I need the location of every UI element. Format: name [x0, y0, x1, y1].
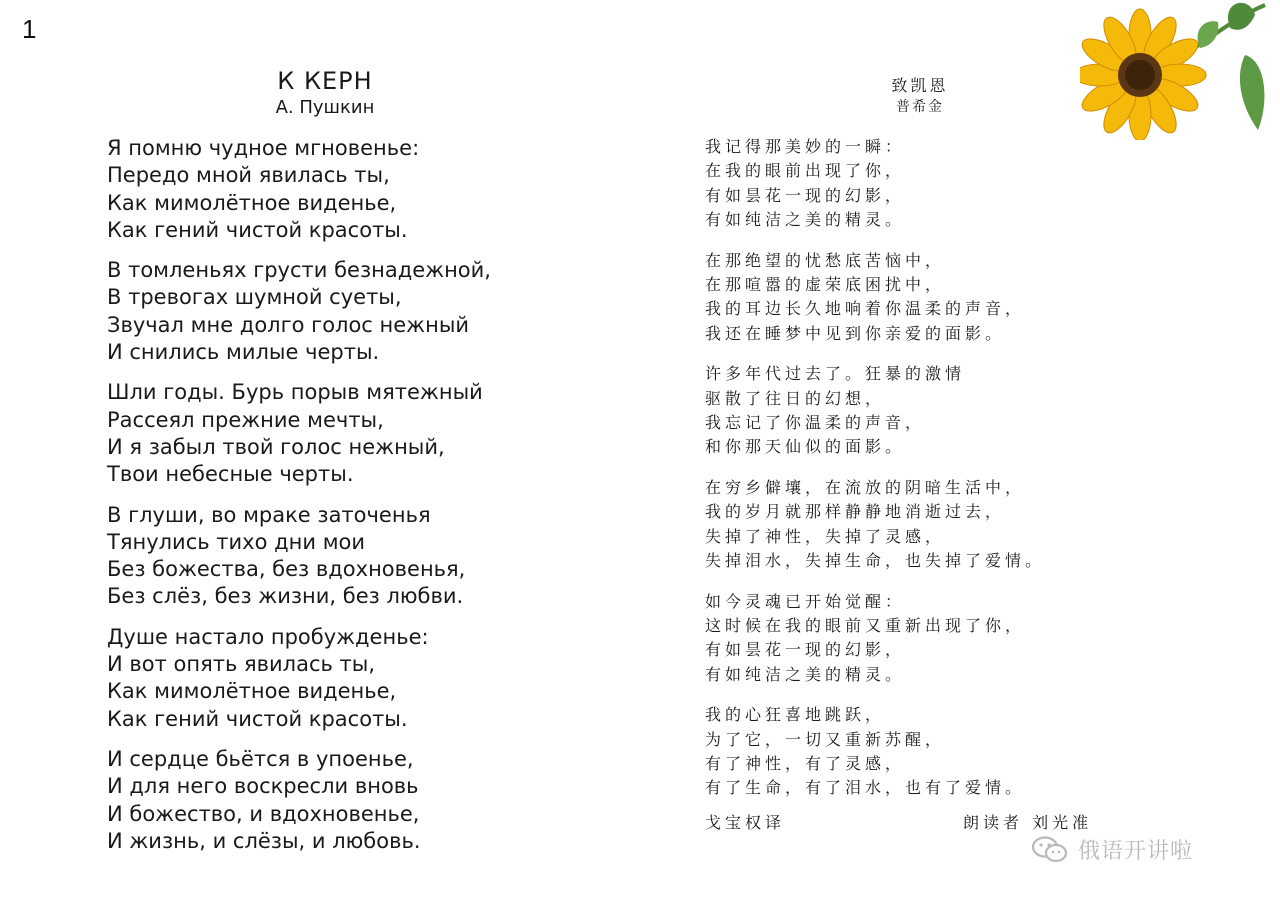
- ru-line: В тревогах шумной суеты,: [107, 285, 402, 310]
- zh-stanza: [705, 703, 1145, 801]
- ru-line: Рассеял прежние мечты,: [107, 407, 384, 432]
- page-number: 1: [22, 14, 37, 44]
- zh-line: 我忘记了你温柔的声音，: [705, 413, 926, 433]
- ru-line: И жизнь, и слёзы, и любовь.: [107, 828, 421, 853]
- zh-stanza: [705, 590, 1145, 688]
- translator-credit: 戈宝权译: [705, 813, 786, 832]
- zh-line: 有了神性，有了灵感，: [705, 753, 906, 773]
- ru-stanza: [107, 624, 667, 733]
- ru-line: Шли годы. Бурь порыв мятежный: [107, 380, 483, 405]
- zh-stanza: [705, 249, 1145, 347]
- zh-line: 有如昙花一现的幻影，: [705, 185, 906, 205]
- ru-line: Тянулись тихо дни мои: [107, 529, 366, 554]
- ru-line: Как мимолётное виденье,: [107, 190, 397, 215]
- zh-line: 我还在睡梦中见到你亲爱的面影。: [705, 323, 1006, 343]
- zh-line: 我的岁月就那样静静地消逝过去，: [705, 502, 1006, 522]
- chinese-author: 普希金: [896, 99, 944, 115]
- zh-line: 有如纯洁之美的精灵。: [705, 664, 906, 684]
- zh-line: 如今灵魂已开始觉醒：: [705, 591, 906, 611]
- russian-header: [230, 66, 420, 120]
- chinese-header: [870, 75, 970, 117]
- zh-line: 许多年代过去了。狂暴的激情: [705, 364, 966, 384]
- zh-stanza: [705, 362, 1145, 460]
- ru-line: И божество, и вдохновенье,: [107, 801, 420, 826]
- ru-stanza: [107, 502, 667, 611]
- ru-line: И я забыл твой голос нежный,: [107, 434, 445, 459]
- zh-line: 在那喧嚣的虚荣底困扰中，: [705, 275, 946, 295]
- ru-stanza: [107, 746, 667, 855]
- zh-stanza: [705, 476, 1145, 574]
- sunflower-icon: [1080, 0, 1280, 140]
- ru-line: Как гений чистой красоты.: [107, 706, 408, 731]
- russian-author: А. Пушкин: [275, 97, 375, 118]
- watermark: [1030, 834, 1193, 865]
- ru-line: Душе настало пробужденье:: [107, 624, 429, 649]
- zh-line: 失掉了神性，失掉了灵感，: [705, 526, 946, 546]
- watermark-text: 俄语开讲啦: [1078, 839, 1194, 864]
- ru-line: И снились милые черты.: [107, 340, 380, 365]
- zh-line: 失掉泪水，失掉生命，也失掉了爱情。: [705, 551, 1046, 571]
- ru-line: И вот опять явилась ты,: [107, 652, 376, 677]
- ru-line: Как гений чистой красоты.: [107, 217, 408, 242]
- zh-line: 和你那天仙似的面影。: [705, 437, 906, 457]
- zh-line: 在那绝望的忧愁底苦恼中，: [705, 250, 946, 270]
- ru-line: Твои небесные черты.: [107, 462, 354, 487]
- zh-line: 我的耳边长久地响着你温柔的声音，: [705, 299, 1026, 319]
- ru-stanza: [107, 379, 667, 488]
- ru-line: Как мимолётное виденье,: [107, 679, 397, 704]
- ru-stanza: [107, 257, 667, 366]
- zh-line: 在穷乡僻壤，在流放的阴暗生活中，: [705, 477, 1026, 497]
- russian-poem: [107, 135, 667, 868]
- ru-line: Звучал мне долго голос нежный: [107, 312, 470, 337]
- ru-line: Я помню чудное мгновенье:: [107, 136, 420, 160]
- zh-line: 在我的眼前出现了你，: [705, 161, 906, 181]
- zh-line: 驱散了往日的幻想，: [705, 388, 886, 408]
- zh-stanza: [705, 135, 1145, 233]
- ru-stanza: [107, 135, 667, 244]
- ru-line: В томленьях грусти безнадежной,: [107, 258, 491, 283]
- ru-line: И сердце бьётся в упоенье,: [107, 746, 414, 771]
- ru-line: Без слёз, без жизни, без любви.: [107, 584, 464, 609]
- zh-line: 我记得那美妙的一瞬：: [705, 137, 906, 156]
- zh-line: 这时候在我的眼前又重新出现了你，: [705, 615, 1026, 635]
- zh-line: 有如昙花一现的幻影，: [705, 640, 906, 660]
- zh-line: 有了生命，有了泪水，也有了爱情。: [705, 778, 1026, 798]
- ru-line: Без божества, без вдохновенья,: [107, 557, 466, 582]
- chinese-title: 致凯恩: [891, 76, 949, 95]
- ru-line: И для него воскресли вновь: [107, 774, 419, 799]
- russian-title: К КЕРН: [277, 67, 373, 95]
- ru-line: Передо мной явилась ты,: [107, 163, 390, 188]
- zh-line: 为了它，一切又重新苏醒，: [705, 729, 946, 749]
- wechat-icon: [1030, 835, 1070, 865]
- ru-line: В глуши, во мраке заточенья: [107, 502, 431, 527]
- zh-line: 有如纯洁之美的精灵。: [705, 210, 906, 230]
- chinese-poem: [705, 135, 1145, 817]
- zh-line: 我的心狂喜地跳跃，: [705, 705, 886, 725]
- reader-credit: 朗读者 刘光准: [963, 813, 1093, 832]
